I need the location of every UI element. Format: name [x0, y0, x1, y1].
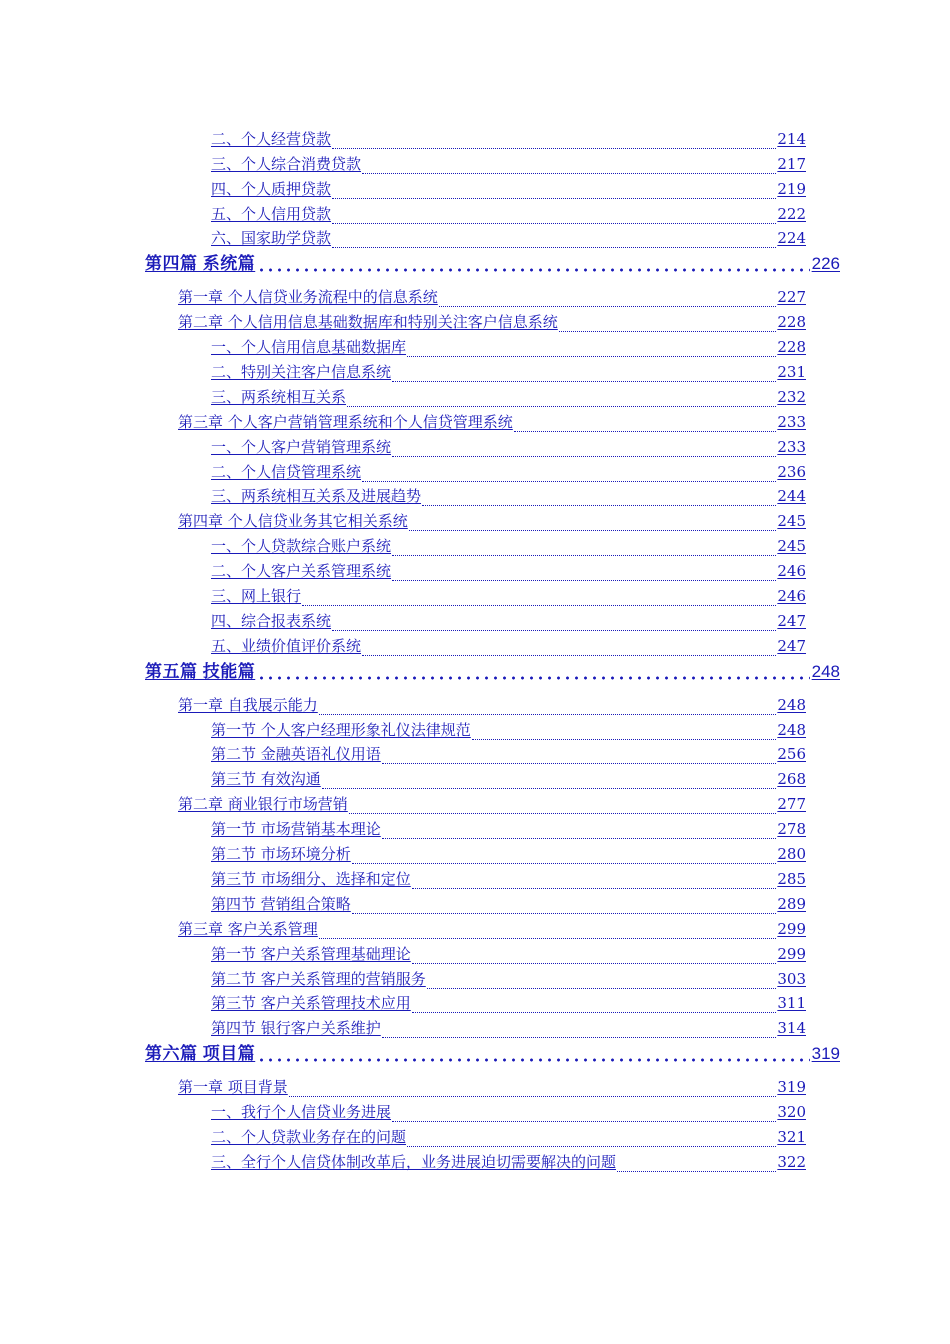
toc-section-link[interactable]: [211, 814, 806, 839]
toc-entry-title: 第一章 项目背景: [178, 1078, 288, 1097]
toc-dot-leader: [392, 1105, 776, 1122]
toc-section-link[interactable]: [211, 1122, 806, 1147]
toc-page-number: 314: [777, 1019, 806, 1038]
toc-entry-title: 二、特别关注客户信息系统: [211, 363, 392, 382]
toc-dot-leader: [439, 290, 777, 307]
toc-entry-title: 第四节 银行客户关系维护: [211, 1019, 381, 1038]
toc-dot-leader: [257, 1058, 809, 1062]
toc-dot-leader: [319, 698, 777, 715]
toc-section-link[interactable]: [211, 631, 806, 656]
toc-section-link[interactable]: [211, 740, 806, 765]
toc-page-number: 245: [777, 512, 806, 531]
toc-dot-leader: [319, 922, 777, 939]
toc-page-number: 289: [777, 894, 806, 913]
toc-dot-leader: [332, 231, 776, 248]
toc-entry-title: 第三节 客户关系管理技术应用: [211, 994, 411, 1013]
toc-section-link[interactable]: [211, 939, 806, 964]
toc-page-number: 278: [777, 820, 806, 839]
toc-entry-title: 第四章 个人信贷业务其它相关系统: [178, 512, 408, 531]
toc-section-link[interactable]: [211, 382, 806, 407]
toc-page-number: 232: [777, 387, 806, 406]
toc-dot-leader: [407, 1130, 776, 1147]
toc-entry-title: 五、业绩价值评价系统: [211, 636, 362, 655]
toc-entry-title: 第五篇 技能篇: [145, 661, 256, 681]
toc-section-link[interactable]: [211, 174, 806, 199]
toc-section-link[interactable]: [211, 556, 806, 581]
toc-page-number: 224: [777, 229, 806, 248]
toc-section-link[interactable]: [211, 839, 806, 864]
toc-entry-title: 第三章 客户关系管理: [178, 919, 318, 938]
toc-dot-leader: [472, 723, 777, 740]
toc-chapter-link[interactable]: [178, 789, 806, 814]
toc-section-link[interactable]: [211, 764, 806, 789]
toc-chapter-link[interactable]: [178, 307, 806, 332]
toc-dot-leader: [332, 132, 776, 149]
toc-entry-title: 一、我行个人信贷业务进展: [211, 1103, 392, 1122]
toc-dot-leader: [392, 564, 776, 581]
toc-dot-leader: [352, 897, 777, 914]
toc-dot-leader: [332, 614, 776, 631]
toc-section-link[interactable]: [211, 989, 806, 1014]
toc-entry-title: 第二节 市场环境分析: [211, 845, 351, 864]
toc-page-number: 233: [777, 437, 806, 456]
toc-entry-title: 第二节 金融英语礼仪用语: [211, 745, 381, 764]
toc-part-link[interactable]: [145, 253, 840, 275]
toc-section-link[interactable]: [211, 124, 806, 149]
toc-section-link[interactable]: [211, 606, 806, 631]
toc-page-number: 233: [777, 412, 806, 431]
toc-dot-leader: [362, 157, 776, 174]
toc-entry-title: 二、个人客户关系管理系统: [211, 562, 392, 581]
toc-section-link[interactable]: [211, 964, 806, 989]
toc-page-number: 247: [777, 636, 806, 655]
toc-dot-leader: [392, 365, 776, 382]
toc-page-number: 246: [777, 587, 806, 606]
toc-dot-leader: [382, 822, 777, 839]
toc-chapter-link[interactable]: [178, 506, 806, 531]
toc-dot-leader: [347, 390, 776, 407]
toc-page-number: 231: [777, 363, 806, 382]
toc-dot-leader: [362, 465, 776, 482]
toc-entry-title: 三、两系统相互关系: [211, 387, 347, 406]
toc-entry-title: 六、国家助学贷款: [211, 229, 332, 248]
toc-entry-title: 第二节 客户关系管理的营销服务: [211, 969, 426, 988]
toc-chapter-link[interactable]: [178, 690, 806, 715]
toc-page-number: 248: [811, 661, 840, 681]
toc-entry-title: 第一节 市场营销基本理论: [211, 820, 381, 839]
toc-entry-title: 二、个人信贷管理系统: [211, 462, 362, 481]
toc-section-link[interactable]: [211, 149, 806, 174]
toc-page-number: 299: [777, 944, 806, 963]
toc-dot-leader: [412, 872, 777, 889]
toc-section-link[interactable]: [211, 224, 806, 249]
toc-section-link[interactable]: [211, 357, 806, 382]
toc-entry-title: 四、个人质押贷款: [211, 179, 332, 198]
toc-dot-leader: [514, 415, 777, 432]
toc-entry-title: 第二章 个人信用信息基础数据库和特别关注客户信息系统: [178, 313, 558, 332]
toc-dot-leader: [362, 639, 776, 656]
toc-dot-leader: [422, 489, 776, 506]
toc-entry-title: 第三节 市场细分、选择和定位: [211, 869, 411, 888]
toc-page-number: 244: [777, 487, 806, 506]
toc-page-number: 299: [777, 919, 806, 938]
toc-part-link[interactable]: [145, 1043, 840, 1065]
toc-page-number: 285: [777, 869, 806, 888]
toc-page-number: 227: [777, 288, 806, 307]
toc-page-number: 277: [777, 795, 806, 814]
toc-page-number: 248: [777, 695, 806, 714]
toc-section-link[interactable]: [211, 531, 806, 556]
toc-dot-leader: [392, 440, 776, 457]
toc-entry-title: 三、全行个人信贷体制改革后，业务进展迫切需要解决的问题: [211, 1152, 617, 1171]
toc-dot-leader: [559, 315, 777, 332]
toc-entry-title: 第一节 个人客户经理形象礼仪法律规范: [211, 720, 471, 739]
toc-entry-title: 第一章 自我展示能力: [178, 695, 318, 714]
table-of-contents: [0, 124, 950, 1172]
toc-section-link[interactable]: [211, 332, 806, 357]
toc-entry-title: 第六篇 项目篇: [145, 1044, 256, 1064]
toc-page-number: 226: [811, 254, 840, 274]
toc-entry-title: 三、两系统相互关系及进展趋势: [211, 487, 422, 506]
toc-entry-title: 第三节 有效沟通: [211, 770, 321, 789]
toc-section-link[interactable]: [211, 199, 806, 224]
toc-dot-leader: [392, 539, 776, 556]
toc-page-number: 246: [777, 562, 806, 581]
toc-dot-leader: [257, 676, 809, 680]
toc-dot-leader: [412, 996, 777, 1013]
toc-entry-title: 第二章 商业银行市场营销: [178, 795, 348, 814]
toc-page-number: 219: [777, 179, 806, 198]
toc-dot-leader: [349, 797, 777, 814]
toc-page-number: 217: [777, 154, 806, 173]
toc-entry-title: 第一章 个人信贷业务流程中的信息系统: [178, 288, 438, 307]
toc-entry-title: 二、个人经营贷款: [211, 129, 332, 148]
toc-dot-leader: [427, 972, 777, 989]
toc-entry-title: 第四篇 系统篇: [145, 254, 256, 274]
toc-chapter-link[interactable]: [178, 407, 806, 432]
toc-entry-title: 三、个人综合消费贷款: [211, 154, 362, 173]
toc-entry-title: 二、个人贷款业务存在的问题: [211, 1127, 407, 1146]
toc-section-link[interactable]: [211, 889, 806, 914]
toc-page-number: 247: [777, 611, 806, 630]
toc-section-link[interactable]: [211, 864, 806, 889]
toc-dot-leader: [322, 772, 777, 789]
toc-section-link[interactable]: [211, 1097, 806, 1122]
toc-page-number: 303: [777, 969, 806, 988]
toc-page-number: 319: [777, 1078, 806, 1097]
toc-page-number: 222: [777, 204, 806, 223]
toc-entry-title: 四、综合报表系统: [211, 611, 332, 630]
toc-section-link[interactable]: [211, 715, 806, 740]
toc-page-number: 322: [777, 1152, 806, 1171]
toc-entry-title: 第四节 营销组合策略: [211, 894, 351, 913]
toc-page-number: 320: [777, 1103, 806, 1122]
toc-dot-leader: [407, 340, 776, 357]
toc-page-number: 319: [811, 1044, 840, 1064]
toc-page-number: 280: [777, 845, 806, 864]
toc-entry-title: 一、个人信用信息基础数据库: [211, 338, 407, 357]
toc-page-number: 248: [777, 720, 806, 739]
toc-page-number: 268: [777, 770, 806, 789]
toc-dot-leader: [332, 207, 776, 224]
toc-page-number: 228: [777, 338, 806, 357]
toc-page-number: 245: [777, 537, 806, 556]
toc-entry-title: 一、个人贷款综合账户系统: [211, 537, 392, 556]
toc-dot-leader: [352, 847, 777, 864]
toc-dot-leader: [257, 268, 809, 272]
toc-page-number: 236: [777, 462, 806, 481]
toc-section-link[interactable]: [211, 1147, 806, 1172]
toc-page-number: 256: [777, 745, 806, 764]
toc-dot-leader: [302, 589, 776, 606]
toc-chapter-link[interactable]: [178, 914, 806, 939]
toc-entry-title: 第一节 客户关系管理基础理论: [211, 944, 411, 963]
toc-page-number: 228: [777, 313, 806, 332]
toc-dot-leader: [382, 747, 777, 764]
toc-page-number: 311: [777, 994, 806, 1013]
toc-dot-leader: [289, 1080, 777, 1097]
toc-section-link[interactable]: [211, 457, 806, 482]
toc-dot-leader: [409, 514, 777, 531]
toc-page-number: 214: [777, 129, 806, 148]
toc-entry-title: 三、网上银行: [211, 587, 302, 606]
toc-section-link[interactable]: [211, 581, 806, 606]
toc-section-link[interactable]: [211, 482, 806, 507]
toc-entry-title: 第三章 个人客户营销管理系统和个人信贷管理系统: [178, 412, 513, 431]
toc-page-number: 321: [777, 1127, 806, 1146]
toc-entry-title: 五、个人信用贷款: [211, 204, 332, 223]
toc-chapter-link[interactable]: [178, 1072, 806, 1097]
toc-section-link[interactable]: [211, 432, 806, 457]
toc-chapter-link[interactable]: [178, 282, 806, 307]
toc-dot-leader: [382, 1021, 777, 1038]
toc-dot-leader: [412, 947, 777, 964]
toc-part-link[interactable]: [145, 661, 840, 683]
toc-entry-title: 一、个人客户营销管理系统: [211, 437, 392, 456]
toc-dot-leader: [617, 1155, 776, 1172]
toc-section-link[interactable]: [211, 1013, 806, 1038]
toc-dot-leader: [332, 182, 776, 199]
